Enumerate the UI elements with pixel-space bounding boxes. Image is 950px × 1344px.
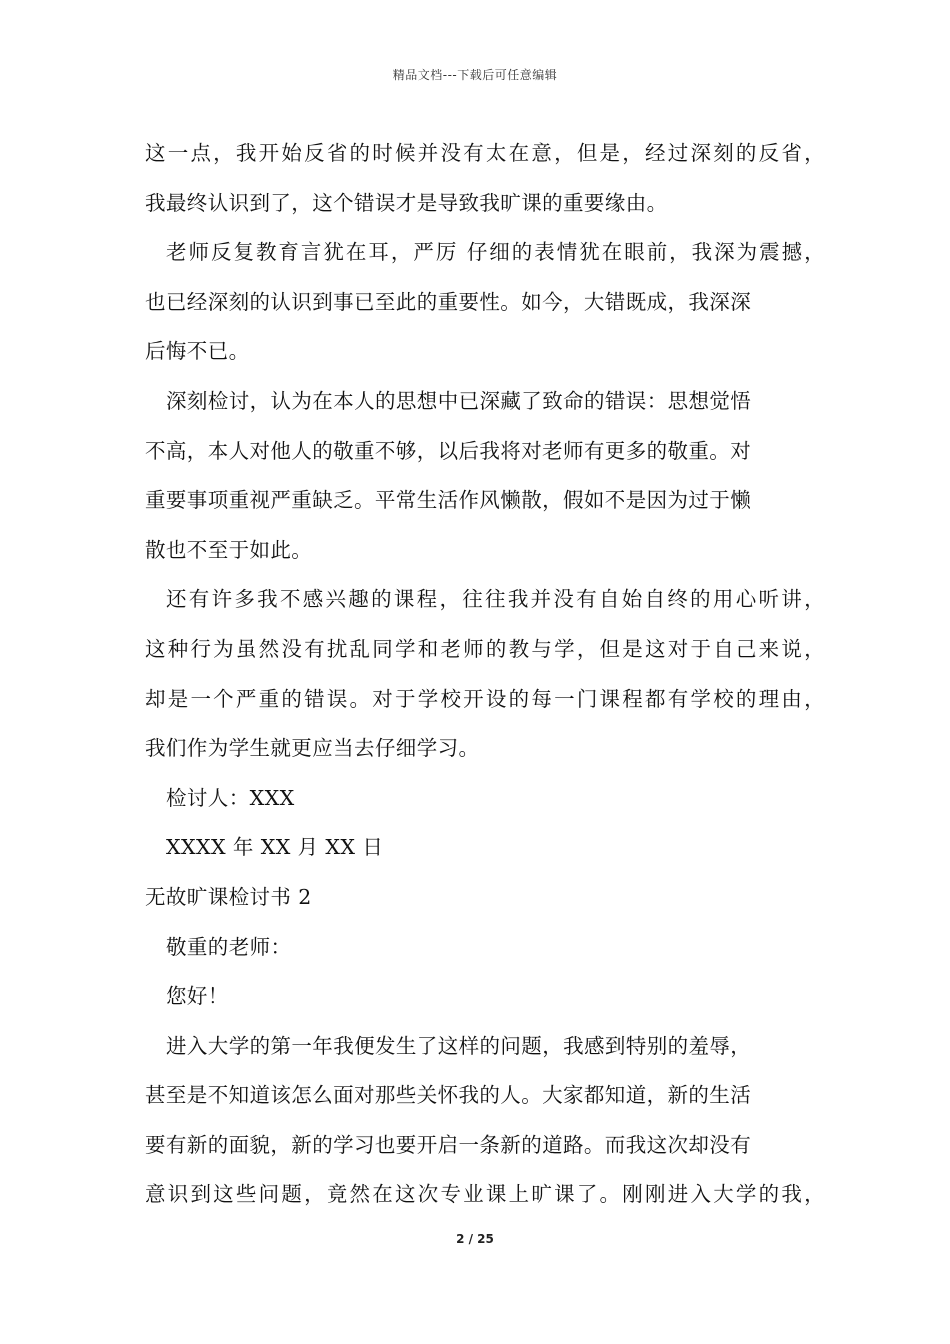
text-line: 进入大学的第一年我便发生了这样的问题，我感到特别的羞辱， bbox=[166, 1033, 752, 1058]
greeting: 您好！ bbox=[166, 984, 229, 1009]
text-line: 要有新的面貌，新的学习也要开启一条新的道路。而我这次却没有 bbox=[145, 1132, 752, 1157]
text-line: 重要事项重视严重缺乏。平常生活作风懒散，假如不是因为过于懒 bbox=[145, 488, 752, 513]
text-line: 却是一个严重的错误。对于学校开设的每一门课程都有学校的理由， bbox=[145, 686, 825, 711]
text-line: 我最终认识到了，这个错误才是导致我旷课的重要缘由。 bbox=[145, 190, 668, 215]
text-line: 深刻检讨，认为在本人的思想中已深藏了致命的错误：思想觉悟 bbox=[166, 388, 752, 413]
document-body bbox=[145, 129, 825, 1220]
text-line: 甚至是不知道该怎么面对那些关怀我的人。大家都知道，新的生活 bbox=[145, 1083, 752, 1108]
text-line: 也已经深刻的认识到事已至此的重要性。如今，大错既成，我深深 bbox=[145, 289, 752, 314]
text-line: 意识到这些问题，竟然在这次专业课上旷课了。刚刚进入大学的我， bbox=[145, 1182, 825, 1207]
page-header: 精品文档---下载后可任意编辑 bbox=[392, 68, 558, 82]
text-line: 这种行为虽然没有扰乱同学和老师的教与学，但是这对于自己来说， bbox=[145, 636, 825, 661]
date-line: XXXX 年 XX 月 XX 日 bbox=[166, 835, 384, 860]
salutation: 敬重的老师： bbox=[166, 934, 292, 959]
text-line: 还有许多我不感兴趣的课程，往往我并没有自始自终的用心听讲， bbox=[166, 587, 825, 612]
text-line: 这一点，我开始反省的时候并没有太在意，但是，经过深刻的反省， bbox=[145, 141, 825, 165]
text-line: 散也不至于如此。 bbox=[145, 537, 313, 562]
signature-line: 检讨人：XXX bbox=[166, 785, 295, 810]
section-title: 无故旷课检讨书 2 bbox=[145, 884, 312, 909]
text-line: 不高，本人对他人的敬重不够，以后我将对老师有更多的敬重。对 bbox=[145, 438, 752, 463]
text-line: 我们作为学生就更应当去仔细学习。 bbox=[145, 736, 480, 761]
page-number: 2 / 25 bbox=[456, 1232, 494, 1246]
text-line: 后悔不已。 bbox=[145, 339, 250, 364]
text-line: 老师反复教育言犹在耳，严厉 仔细的表情犹在眼前，我深为震撼， bbox=[166, 240, 825, 265]
